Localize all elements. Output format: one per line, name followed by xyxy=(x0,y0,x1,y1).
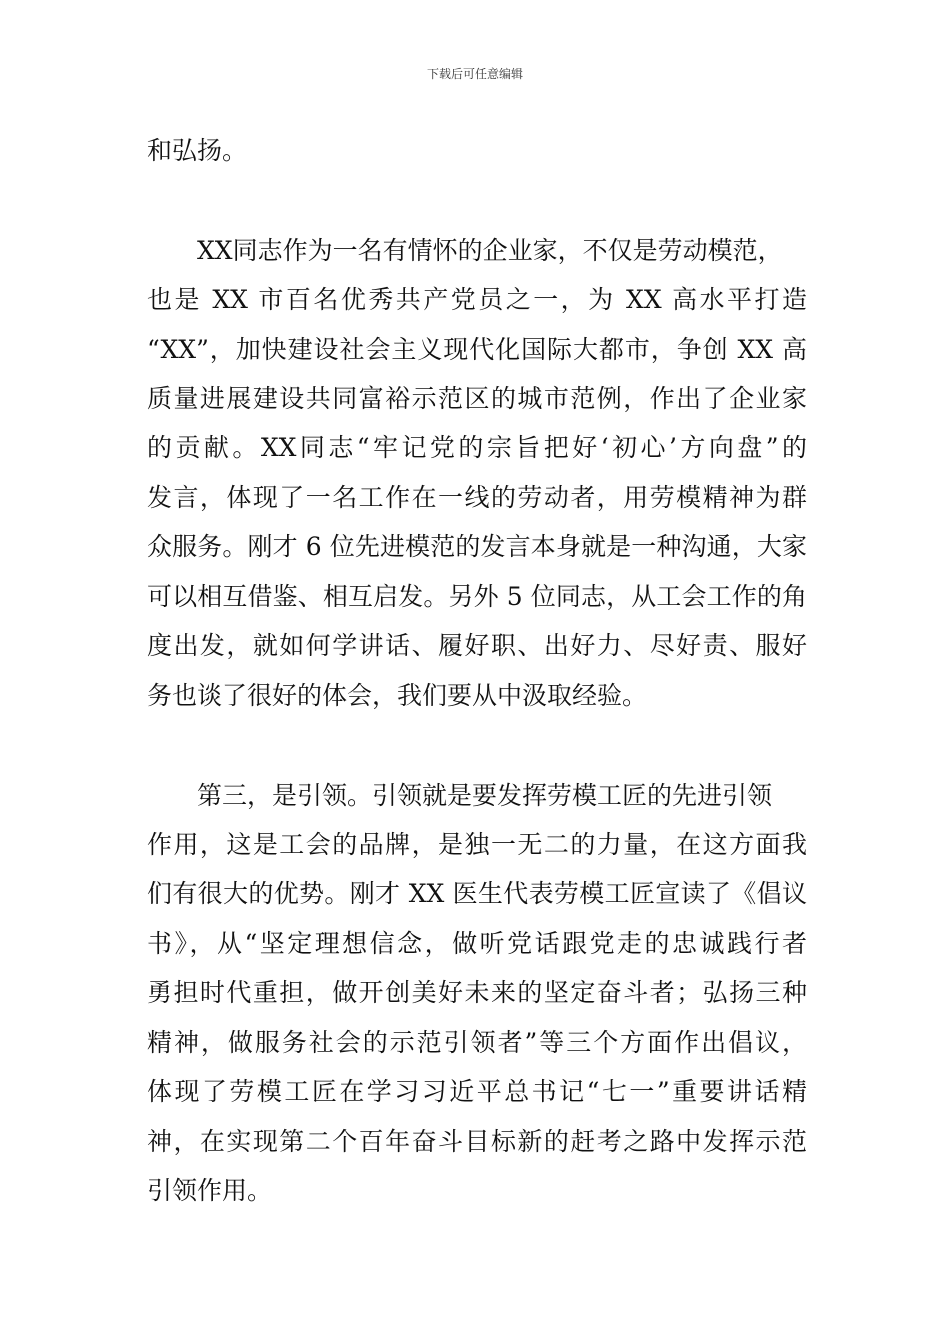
paragraph-3-line-1: 第三，是引领。引领就是要发挥劳模工匠的先进引领 xyxy=(197,781,773,810)
paragraph-2-line-1: XX同志作为一名有情怀的企业家，不仅是劳动模范， xyxy=(197,236,783,265)
paragraph-3-line-8: 神，在实现第二个百年奋斗目标新的赶考之路中发挥示范 xyxy=(147,1127,807,1156)
paragraph-2-line-7: 众服务。刚才 6 位先进模范的发言本身就是一种沟通，大家 xyxy=(147,532,807,561)
paragraph-3-line-2: 作用，这是工会的品牌，是独一无二的力量，在这方面我 xyxy=(147,830,807,859)
paragraph-3-line-7: 体现了劳模工匠在学习习近平总书记“七一”重要讲话精 xyxy=(147,1077,807,1106)
paragraph-3-line-9: 引领作用。 xyxy=(147,1176,273,1205)
paragraph-2-line-8: 可以相互借鉴、相互启发。另外 5 位同志，从工会工作的角 xyxy=(147,582,807,611)
paragraph-2-line-2: 也是 XX 市百名优秀共产党员之一，为 XX 高水平打造 xyxy=(147,285,807,314)
paragraph-3-line-5: 勇担时代重担，做开创美好未来的坚定奋斗者；弘扬三种 xyxy=(147,978,807,1007)
paragraph-3-line-4: 书》，从“坚定理想信念，做听党话跟党走的忠诚践行者 xyxy=(147,929,807,958)
paragraph-2-line-6: 发言，体现了一名工作在一线的劳动者，用劳模精神为群 xyxy=(147,483,807,512)
page-header: 下载后可任意编辑 xyxy=(426,67,523,81)
paragraph-3-line-3: 们有很大的优势。刚才 XX 医生代表劳模工匠宣读了《倡议 xyxy=(147,879,807,908)
paragraph-2-line-3: “XX”，加快建设社会主义现代化国际大都市，争创 XX 高 xyxy=(147,335,807,364)
paragraph-2-line-5: 的贡献。XX同志“牢记党的宗旨把好‘初心’方向盘”的 xyxy=(147,433,807,462)
paragraph-2-line-10: 务也谈了很好的体会，我们要从中汲取经验。 xyxy=(147,681,648,710)
paragraph-1-line-1: 和弘扬。 xyxy=(147,136,248,165)
paragraph-3-line-6: 精神，做服务社会的示范引领者”等三个方面作出倡议， xyxy=(147,1028,807,1057)
paragraph-2-line-9: 度出发，就如何学讲话、履好职、出好力、尽好责、服好 xyxy=(147,631,807,660)
paragraph-2-line-4: 质量进展建设共同富裕示范区的城市范例，作出了企业家 xyxy=(147,384,807,413)
